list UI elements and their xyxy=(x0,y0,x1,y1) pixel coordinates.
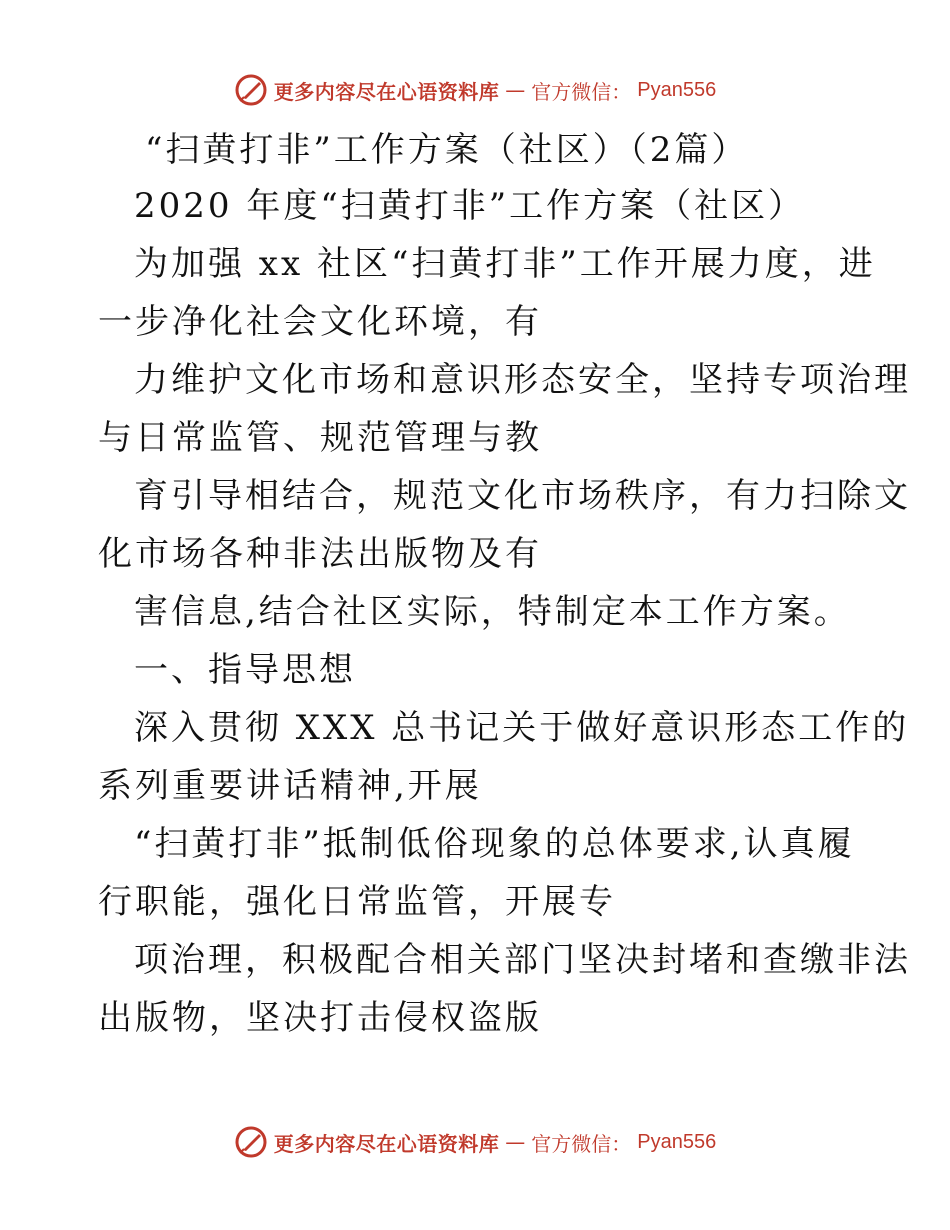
footer-banner xyxy=(0,1122,950,1162)
quill-logo-icon xyxy=(234,1125,268,1159)
body-line: 与日常监管、规范管理与教 xyxy=(98,418,542,458)
banner-dash: — xyxy=(505,78,526,102)
section-title: 2020 年度“扫黄打非”工作方案（社区） xyxy=(134,186,806,226)
wechat-id: Pyan556 xyxy=(637,1130,717,1153)
banner-dash: — xyxy=(505,1130,526,1154)
body-line: 化市场各种非法出版物及有 xyxy=(98,534,542,574)
body-line: 出版物，坚决打击侵权盗版 xyxy=(98,998,542,1038)
body-line: “扫黄打非”抵制低俗现象的总体要求,认真履 xyxy=(134,824,855,864)
wechat-label: 官方微信： xyxy=(531,1131,632,1156)
heading-guiding-ideology: 一、指导思想 xyxy=(134,650,356,690)
body-line: 力维护文化市场和意识形态安全，坚持专项治理 xyxy=(134,360,911,400)
body-line: 项治理，积极配合相关部门坚决封堵和查缴非法 xyxy=(134,940,911,980)
body-line: 深入贯彻 XXX 总书记关于做好意识形态工作的 xyxy=(134,708,910,748)
body-line: 育引导相结合，规范文化市场秩序，有力扫除文 xyxy=(134,476,911,516)
library-name: 更多内容尽在心语资料库 xyxy=(273,79,500,104)
library-name: 更多内容尽在心语资料库 xyxy=(273,1131,500,1156)
header-banner xyxy=(0,70,950,110)
document-title: “扫黄打非”工作方案（社区）（2篇） xyxy=(145,130,749,170)
body-line: 行职能，强化日常监管，开展专 xyxy=(98,882,616,922)
body-line: 系列重要讲话精神,开展 xyxy=(98,766,482,806)
body-line: 一步净化社会文化环境，有 xyxy=(98,302,542,342)
wechat-label: 官方微信： xyxy=(531,79,632,104)
wechat-id: Pyan556 xyxy=(637,78,717,101)
quill-logo-icon xyxy=(234,73,268,107)
body-line: 害信息,结合社区实际，特制定本工作方案。 xyxy=(134,592,851,632)
body-line: 为加强 xx 社区“扫黄打非”工作开展力度，进 xyxy=(134,244,876,284)
